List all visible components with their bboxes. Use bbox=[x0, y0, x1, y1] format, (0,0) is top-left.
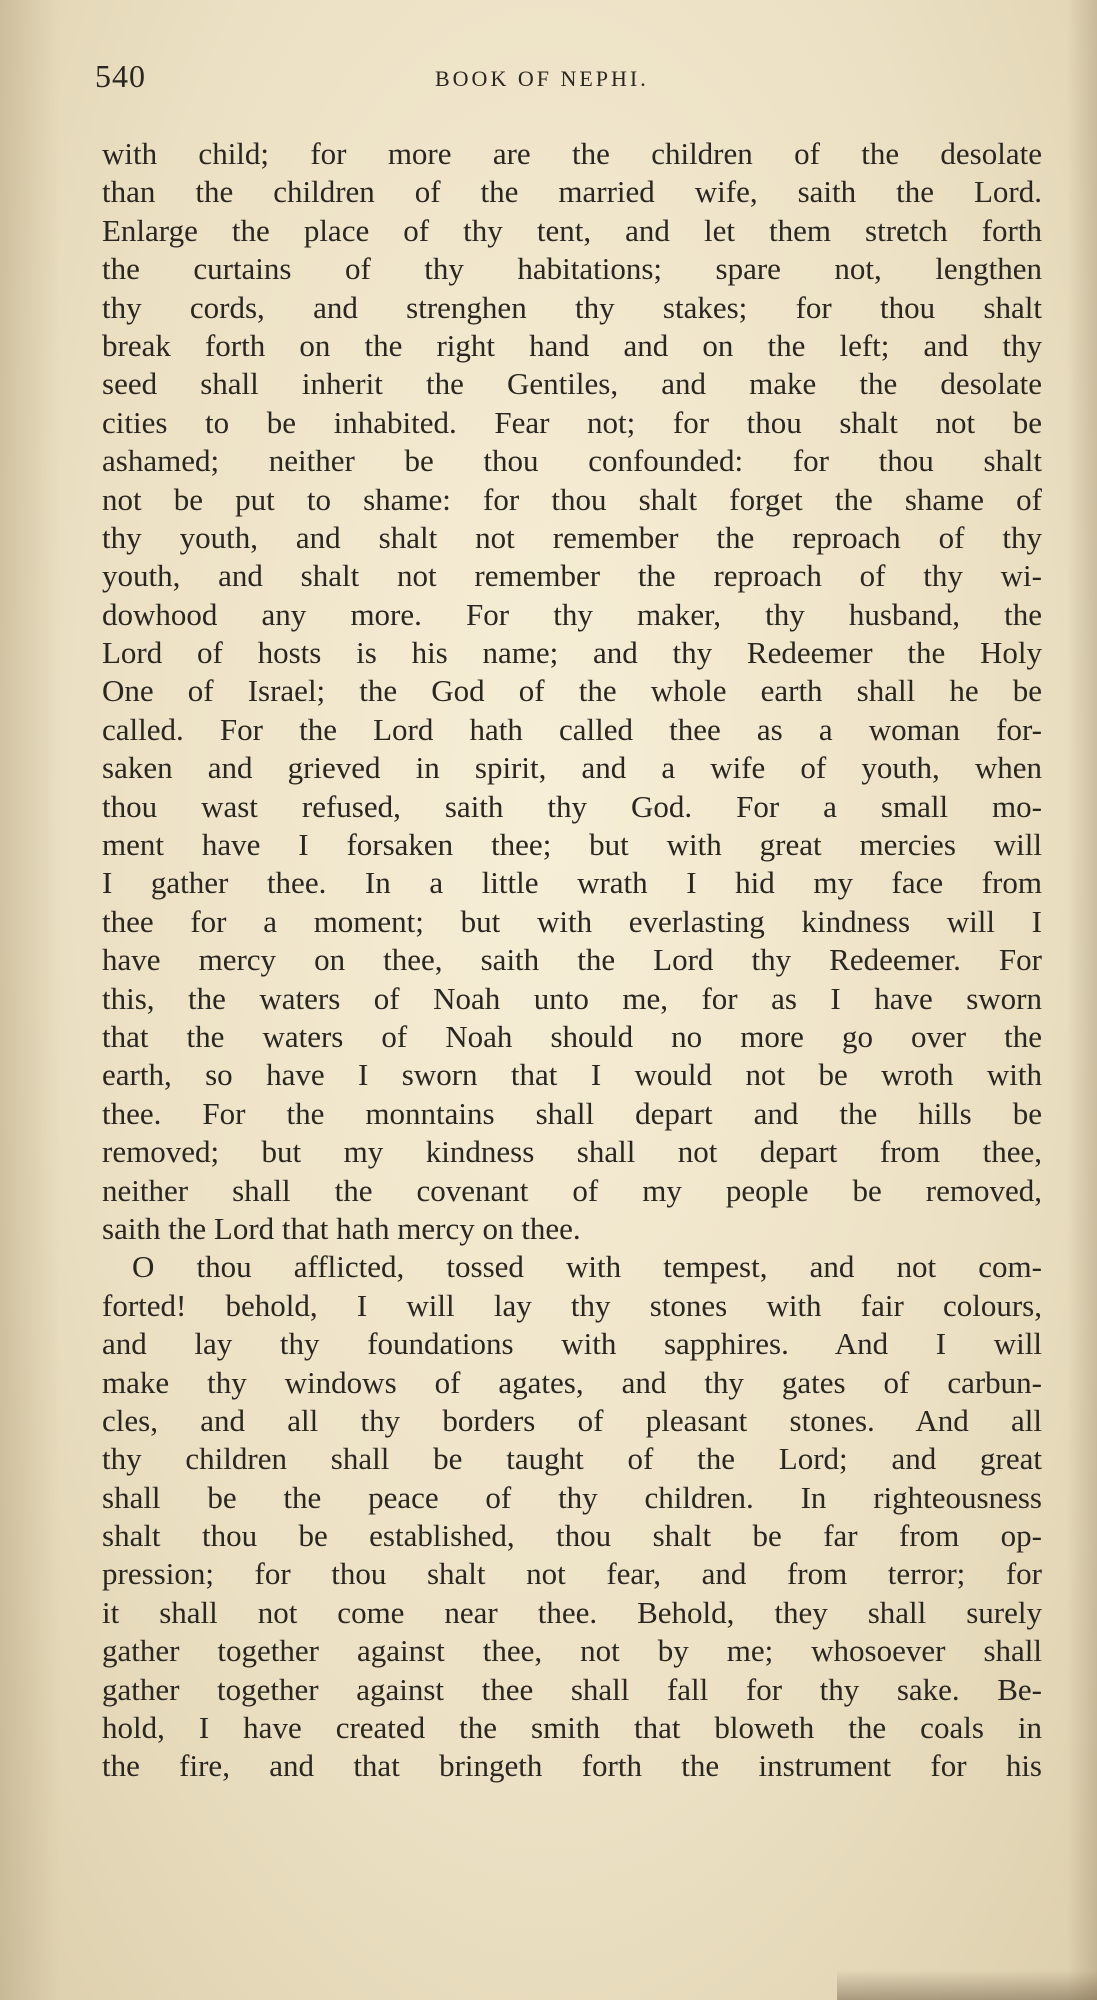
text-line: shalt thou be established, thou shalt be far from op- bbox=[102, 1518, 1042, 1554]
page-header bbox=[95, 58, 1055, 98]
paragraph bbox=[102, 1248, 1042, 1785]
page-edge-stain bbox=[837, 1970, 1097, 2000]
text-line: Lord of hosts is his name; and thy Redeemer the Holy bbox=[102, 635, 1042, 671]
running-head: BOOK OF NEPHI. bbox=[435, 66, 649, 91]
text-line: thy children shall be taught of the Lord; and great bbox=[102, 1441, 1042, 1477]
text-line: I gather thee. In a little wrath I hid my face from bbox=[102, 865, 1042, 901]
text-line: and lay thy foundations with sapphires. And I will bbox=[102, 1326, 1042, 1362]
text-line: it shall not come near thee. Behold, they shall surely bbox=[102, 1594, 1042, 1630]
text-line: the curtains of thy habitations; spare not, lengthen bbox=[102, 251, 1042, 287]
text-line: called. For the Lord hath called thee as a woman for- bbox=[102, 711, 1042, 747]
text-line: the fire, and that bringeth forth the instrument for his bbox=[102, 1748, 1042, 1784]
text-line: neither shall the covenant of my people be removed, bbox=[102, 1172, 1042, 1208]
text-line: thee for a moment; but with everlasting kindness will I bbox=[102, 903, 1042, 939]
paragraph bbox=[102, 135, 1042, 1248]
text-line: earth, so have I sworn that I would not be wroth with bbox=[102, 1057, 1042, 1093]
text-line: O thou afflicted, tossed with tempest, and not com- bbox=[132, 1249, 1042, 1285]
text-line: ment have I forsaken thee; but with great mercies will bbox=[102, 827, 1042, 863]
text-line: make thy windows of agates, and thy gates of carbun- bbox=[102, 1364, 1042, 1400]
text-line: dowhood any more. For thy maker, thy husband, the bbox=[102, 596, 1042, 632]
text-line: have mercy on thee, saith the Lord thy Redeemer. For bbox=[102, 942, 1042, 978]
text-line: forted! behold, I will lay thy stones with fair colours, bbox=[102, 1287, 1042, 1323]
text-line: pression; for thou shalt not fear, and from terror; for bbox=[102, 1556, 1042, 1592]
text-line: Enlarge the place of thy tent, and let them stretch forth bbox=[102, 212, 1042, 248]
text-line: break forth on the right hand and on the left; and thy bbox=[102, 327, 1042, 363]
text-line: thy cords, and strenghen thy stakes; for thou shalt bbox=[102, 289, 1042, 325]
text-line: thee. For the monntains shall depart and the hills be bbox=[102, 1095, 1042, 1131]
text-line: thou wast refused, saith thy God. For a small mo- bbox=[102, 788, 1042, 824]
text-line: One of Israel; the God of the whole earth shall he be bbox=[102, 673, 1042, 709]
text-line: seed shall inherit the Gentiles, and make the desolate bbox=[102, 366, 1042, 402]
text-line: removed; but my kindness shall not depart from thee, bbox=[102, 1134, 1042, 1170]
text-line: shall be the peace of thy children. In righteousness bbox=[102, 1479, 1042, 1515]
text-line: gather together against thee shall fall for thy sake. Be- bbox=[102, 1671, 1042, 1707]
text-line: saken and grieved in spirit, and a wife of youth, when bbox=[102, 750, 1042, 786]
text-line: hold, I have created the smith that bloweth the coals in bbox=[102, 1710, 1042, 1746]
text-line: cities to be inhabited. Fear not; for thou shalt not be bbox=[102, 404, 1042, 440]
text-line: ashamed; neither be thou confounded: for thou shalt bbox=[102, 443, 1042, 479]
text-line: youth, and shalt not remember the reproach of thy wi- bbox=[102, 558, 1042, 594]
text-line: saith the Lord that hath mercy on thee. bbox=[102, 1210, 581, 1246]
text-line: with child; for more are the children of the desolate bbox=[102, 136, 1042, 171]
text-line: than the children of the married wife, saith the Lord. bbox=[102, 174, 1042, 210]
text-line: gather together against thee, not by me; whosoever shall bbox=[102, 1633, 1042, 1669]
text-line: cles, and all thy borders of pleasant stones. And all bbox=[102, 1402, 1042, 1438]
text-line: not be put to shame: for thou shalt forget the shame of bbox=[102, 481, 1042, 517]
text-line: thy youth, and shalt not remember the reproach of thy bbox=[102, 519, 1042, 555]
text-line: that the waters of Noah should no more go over the bbox=[102, 1018, 1042, 1054]
page-number: 540 bbox=[95, 58, 146, 94]
text-line: this, the waters of Noah unto me, for as I have sworn bbox=[102, 980, 1042, 1016]
body-text bbox=[102, 135, 1042, 1786]
